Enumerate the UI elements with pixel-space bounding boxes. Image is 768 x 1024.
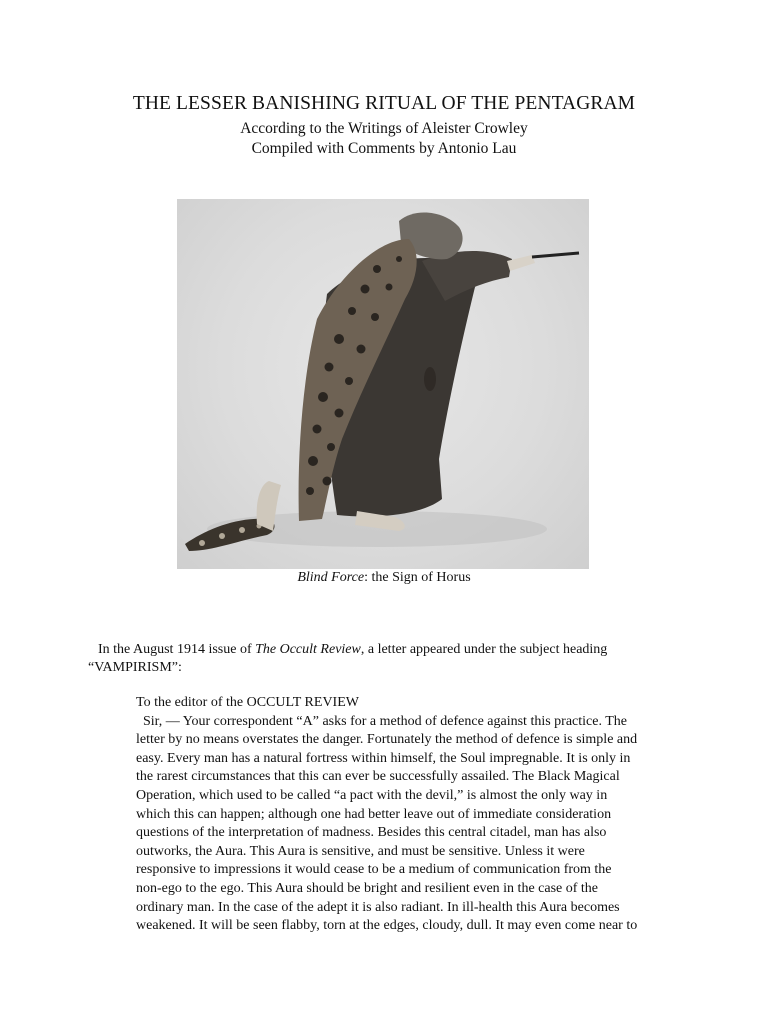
intro-prefix: In the August 1914 issue of <box>98 642 256 657</box>
document-subtitle-compiler: Compiled with Comments by Antonio Lau <box>251 140 517 157</box>
letter-line: responsive to impressions it would cease to be a medium of communication from the <box>136 862 612 878</box>
letter-line: questions of the interpretation of madness. Besides this central citadel, man has also <box>136 825 607 841</box>
letter-line: Sir, — Your correspondent “A” asks for a method of defence against this practice. The <box>136 713 627 729</box>
intro-heading-line: “VAMPIRISM”: <box>88 659 182 675</box>
intro-line <box>88 641 678 659</box>
publication-name: The Occult Review <box>255 642 361 657</box>
figure-caption <box>0 570 768 586</box>
intro-suffix: , a letter appeared under the subject heading <box>360 642 608 657</box>
letter-line: ordinary man. In the case of the adept it is also radiant. In ill-health this Aura becomes <box>136 899 620 915</box>
letter-line: non-ego to the ego. This Aura should be bright and resilient even in the case of the <box>136 880 599 896</box>
letter-line: the rarest circumstances that this can ever be successfully assailed. The Black Magical <box>136 769 620 785</box>
intro-paragraph <box>88 641 678 676</box>
letter-line: letter by no means overstates the danger. Fortunately the method of defence is simple and <box>136 732 638 748</box>
robed-figure-illustration <box>177 199 589 569</box>
letter-salutation: To the editor of the OCCULT REVIEW <box>136 695 359 710</box>
figure-caption-title: Blind Force <box>297 570 365 585</box>
document-subtitle-author: According to the Writings of Aleister Crowley <box>240 120 528 137</box>
quoted-letter <box>136 694 688 936</box>
document-title: THE LESSER BANISHING RITUAL OF THE PENTAGRAM <box>132 93 636 114</box>
letter-line: outworks, the Aura. This Aura is sensitive, and must be sensitive. Unless it were <box>136 843 585 859</box>
letter-line: which this can happen; although one had better leave out of immediate consideration <box>136 806 612 822</box>
letter-line: easy. Every man has a natural fortress within himself, the Soul impregnable. It is only in <box>136 750 631 766</box>
figure-caption-text: : the Sign of Horus <box>364 570 471 585</box>
letter-line: Operation, which used to be called “a pact with the devil,” is almost the only way in <box>136 787 608 803</box>
figure-photo <box>177 199 589 569</box>
letter-line: weakened. It will be seen flabby, torn at the edges, cloudy, dull. It may even come near to <box>136 918 638 934</box>
